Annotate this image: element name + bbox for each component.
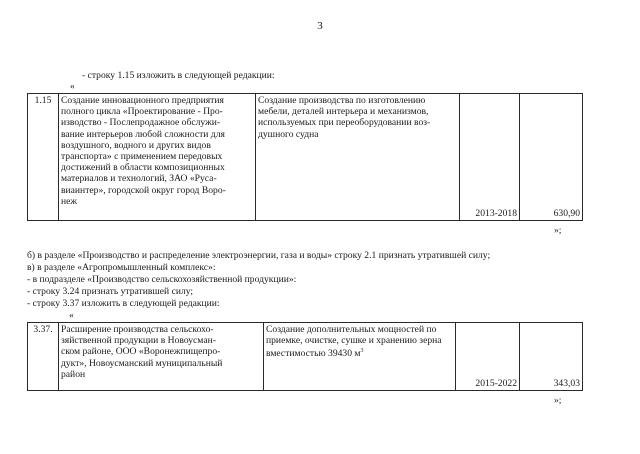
- table-row-3-37: [27, 322, 583, 391]
- table-row-1-15: [27, 93, 583, 221]
- project-years: 2013-2018: [460, 94, 520, 221]
- row-number: 3.37.: [28, 323, 59, 391]
- intro-line: - строку 1.15 изложить в следующей редакции:: [82, 70, 275, 81]
- open-quote-2: «: [69, 310, 74, 321]
- project-amount: 630,90: [520, 94, 583, 221]
- page-number: 3: [317, 20, 323, 32]
- project-name: Расширение производства сельскохо- зяйственной продукции в Новоусман- ском районе, ООО «Воронежпищепро- дукт», Новоусманский муниципальный район: [59, 323, 264, 391]
- paragraph-b: б) в разделе «Производство и распределение электроэнергии, газа и воды» строку 2.1 признать утратившей силу;: [27, 250, 491, 261]
- close-quote-2: »;: [554, 395, 562, 406]
- project-amount: 343,03: [520, 323, 583, 391]
- unit-superscript: 3: [360, 348, 364, 355]
- paragraph-3-24: - строку 3.24 признать утратившей силу;: [27, 286, 194, 297]
- paragraph-subsection: - в подразделе «Производство сельскохозяйственной продукции»:: [27, 274, 297, 285]
- close-quote-1: »;: [554, 225, 562, 236]
- project-goal-text: Создание дополнительных мощностей по приемке, очистке, сушке и хранению зерна вместимостью 39430 м: [266, 324, 442, 360]
- paragraph-3-37: - строку 3.37 изложить в следующей редакции:: [27, 298, 220, 309]
- project-name: Создание инновационного предприятия полного цикла «Проектирование - Про- изводство - Послепродажное обслужи- вание интерьеров любой сложности для воздушного, водного и других видов транспорта» с применением передовых достижений в области композиционных материалов и технологий, ЗАО «Руса- виаинтер», городской округ город Воро- неж: [59, 94, 256, 221]
- row-number: 1.15: [28, 94, 59, 221]
- project-goal: [264, 323, 456, 391]
- project-years: 2015-2022: [456, 323, 520, 391]
- paragraph-v: в) в разделе «Агропромышленный комплекс»:: [27, 262, 216, 273]
- open-quote-1: «: [70, 81, 75, 92]
- project-goal: Создание производства по изготовлению мебели, деталей интерьера и механизмов, используемых при переоборудовании воз- душного судна: [256, 94, 460, 221]
